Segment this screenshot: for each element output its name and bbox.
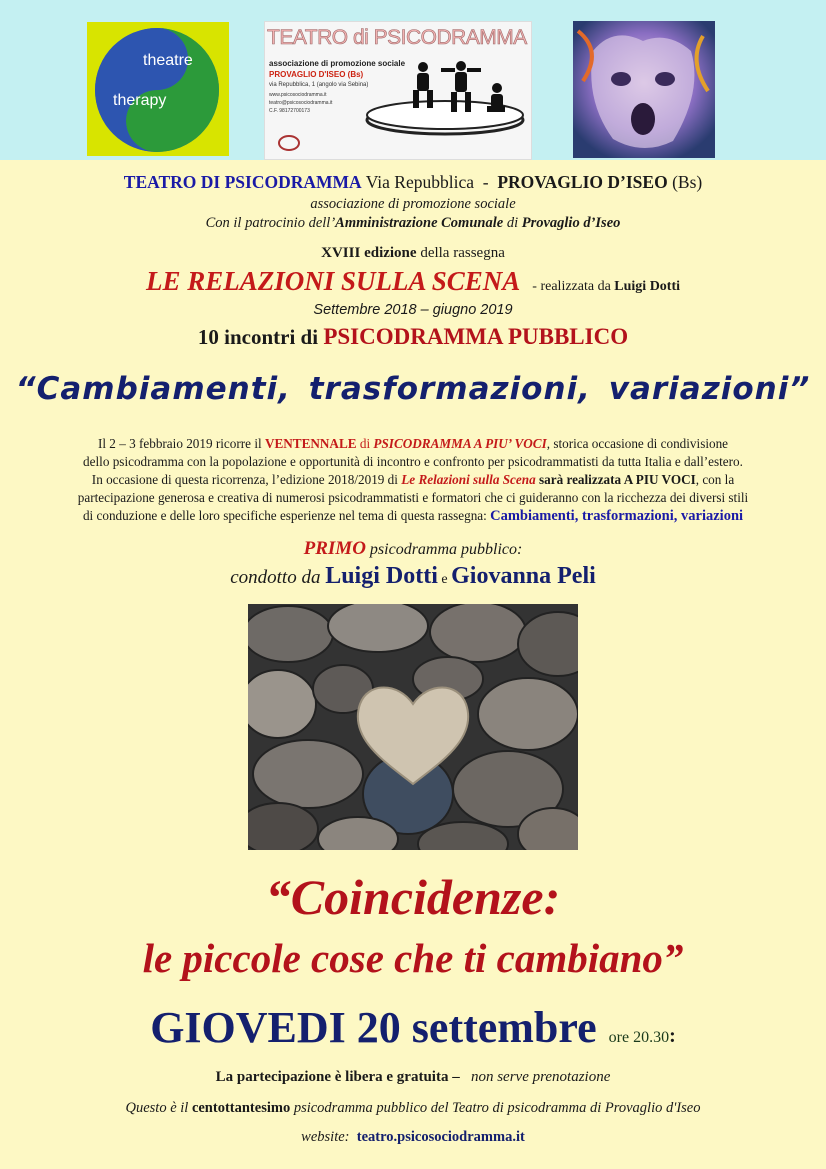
logo-line-address: via Repubblica, 1 (angolo via Sebina): [269, 82, 369, 88]
p5-theme: Cambiamenti, trasformazioni, variazioni: [490, 508, 744, 524]
count-footer-post: psicodramma pubblico del Teatro di psicodramma di Provaglio d'Iseo: [290, 1100, 701, 1116]
org-sep: -: [482, 172, 489, 192]
free-line: [0, 1069, 826, 1086]
patronage-place: Provaglio d’Iseo: [521, 215, 621, 231]
org-prov: (Bs): [672, 172, 703, 192]
patronage-mid: di: [503, 215, 522, 231]
p1-e: , storica occasione di condivisione: [546, 436, 729, 451]
paragraph-line-5: [0, 507, 826, 525]
festival-by-name: Luigi Dotti: [614, 279, 681, 294]
festival-period: Settembre 2018 – giugno 2019: [313, 302, 513, 318]
logo-line-web: www.psicosociodramma.it: [269, 92, 327, 98]
logo-text-therapy: therapy: [113, 92, 167, 109]
count-bold: PSICODRAMMA PUBBLICO: [323, 324, 629, 349]
paragraph-line-3: [0, 471, 826, 488]
logo-title: TEATRO di PSICODRAMMA: [267, 26, 527, 49]
yin-yang-icon: [87, 22, 229, 156]
heart-stone-icon: [248, 604, 578, 850]
count-pre: 10 incontri di: [197, 325, 324, 349]
event-date: GIOVEDI 20 settembre: [150, 1003, 597, 1052]
logo-line-email: teatro@psicosociodramma.it: [269, 100, 333, 106]
free-text: La partecipazione è libera e gratuita –: [215, 1069, 460, 1085]
p3-c: sarà realizzata A PIU VOCI: [535, 472, 696, 487]
website-line: [0, 1129, 826, 1146]
website-label: website:: [301, 1129, 350, 1145]
p1-ventennale: VENTENNALE: [264, 436, 357, 451]
led-pre: condotto da: [230, 567, 326, 588]
teatro-psicodramma-logo: [264, 21, 532, 160]
masks-painting: [573, 21, 715, 158]
event-time: ore 20.30: [608, 1029, 670, 1046]
count-footer: [0, 1100, 826, 1117]
count-line: [0, 324, 826, 350]
no-booking: non serve prenotazione: [470, 1069, 611, 1085]
festival-by-pre: - realizzata da: [532, 279, 615, 294]
event-colon: :: [669, 1025, 676, 1047]
patronage-pre: Con il patrocinio dell’: [205, 215, 336, 231]
p3-d: , con la: [695, 472, 735, 487]
paragraph-line-4: partecipazione generosa e creativa di numerosi psicodrammatisti e formatori che ci guideranno con la ricchezza dei diversi stili: [77, 490, 749, 505]
p1-piu-voci: PSICODRAMMA A PIU’ VOCI: [373, 436, 547, 451]
leaders-line: [0, 563, 826, 590]
org-patronage: [0, 215, 826, 232]
edition-line: [0, 245, 826, 262]
org-name: TEATRO DI PSICODRAMMA: [123, 172, 362, 192]
leader-1: Luigi Dotti: [325, 563, 438, 589]
edition-rest: della rassegna: [416, 245, 505, 261]
logo-line-assoc: associazione di promozione sociale: [269, 59, 406, 68]
p1-a: Il 2 – 3 febbraio 2019 ricorre il: [97, 436, 265, 451]
festival-line: [0, 266, 826, 297]
festival-theme: “Cambiamenti, trasformazioni, variazioni”: [15, 371, 811, 407]
leader-2: Giovanna Peli: [451, 563, 596, 589]
first-line: [0, 538, 826, 560]
org-line: [0, 172, 826, 193]
paragraph-line-1: [0, 435, 826, 452]
heart-stones-photo: [248, 604, 578, 850]
edition-bold: XVIII edizione: [321, 245, 417, 261]
org-city: PROVAGLIO D’ISEO: [497, 172, 668, 192]
event-date-line: [0, 1002, 826, 1053]
leaders-and: e: [437, 572, 452, 587]
p5-a: di conduzione e delle loro specifiche esperienze nel tema di questa rassegna:: [82, 508, 491, 523]
theatre-therapy-logo: [87, 22, 229, 156]
first-rest: psicodramma pubblico:: [365, 541, 523, 558]
patronage-bold: Amministrazione Comunale: [335, 215, 504, 231]
first-bold: PRIMO: [303, 538, 366, 559]
p3-relazioni: Le Relazioni sulla Scena: [401, 472, 536, 487]
p1-c: di: [356, 436, 374, 451]
logo-line-cf: C.F. 98172700173: [269, 108, 310, 114]
masks-icon: [573, 21, 715, 158]
festival-name: LE RELAZIONI SULLA SCENA: [145, 266, 521, 296]
event-title-2: le piccole cose che ti cambiano”: [142, 935, 684, 981]
count-footer-bold: centottantesimo: [191, 1100, 291, 1116]
stage-figures-icon: [265, 22, 531, 159]
p3-a: In occasione di questa ricorrenza, l’edizione 2018/2019 di: [91, 472, 402, 487]
event-title-1: “Coincidenze:: [265, 869, 561, 925]
org-subtitle: associazione di promozione sociale: [310, 196, 516, 212]
logo-line-place: PROVAGLIO D'ISEO (Bs): [269, 70, 364, 79]
paragraph-line-2: dello psicodramma con la popolazione e opportunità di incontro e confronto per psicodrammatisti da tutta Italia e dall’estero.: [83, 454, 743, 469]
website-link[interactable]: teatro.psicosociodramma.it: [356, 1129, 525, 1145]
count-footer-pre: Questo è il: [125, 1100, 192, 1116]
logo-text-theatre: theatre: [143, 52, 193, 69]
org-street: Via Repubblica: [365, 172, 475, 192]
